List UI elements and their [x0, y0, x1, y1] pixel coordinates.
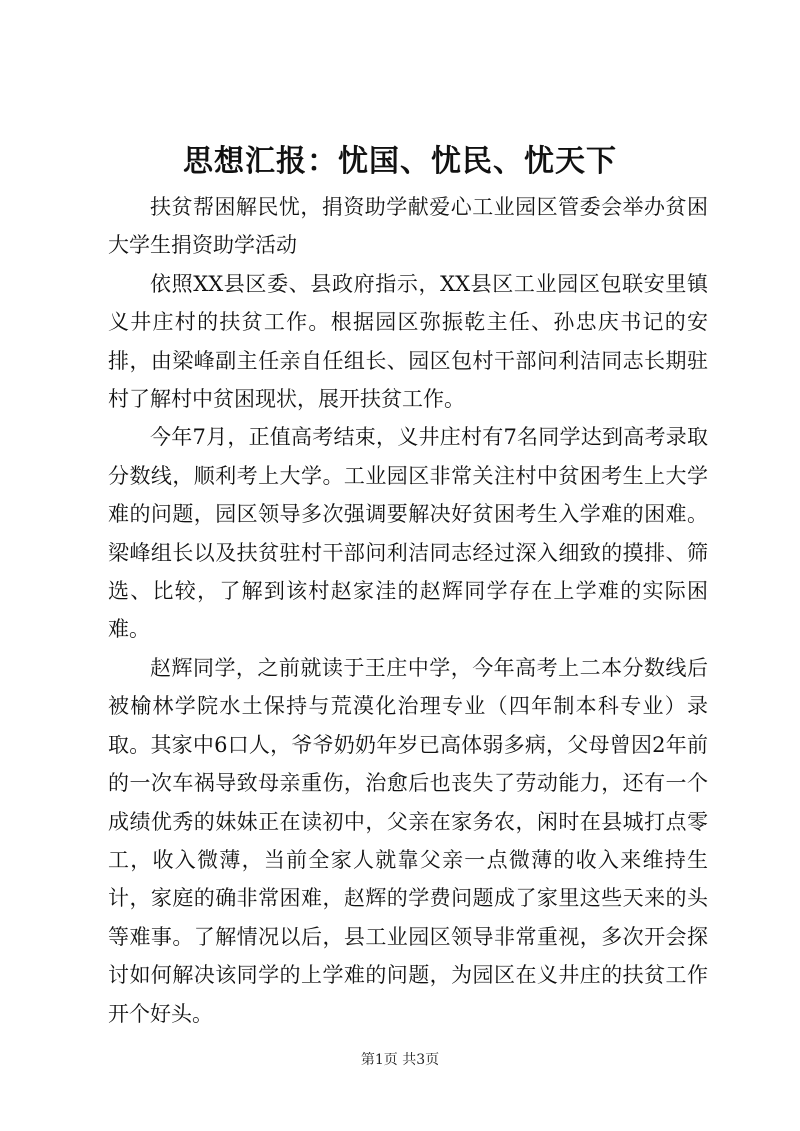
document-body: [108, 188, 708, 1033]
paragraph-intro: 扶贫帮困解民忧，捐资助学献爱心工业园区管委会举办贫困大学生捐资助学活动: [108, 195, 708, 258]
document-title: 思想汇报：忧国、忧民、忧天下: [183, 144, 617, 179]
paragraph-student-situation: 赵辉同学，之前就读于王庄中学，今年高考上二本分数线后被榆林学院水土保持与荒漠化治理专业（四年制本科专业）录取。其家中6口人，爷爷奶奶年岁已高体弱多病，父母曾因2年前的一次车祸导致母亲重伤，治愈后也丧失了劳动能力，还有一个成绩优秀的妹妹正在读初中，父亲在家务农，闲时在县城打点零工，收入微薄，当前全家人就靠父亲一点微薄的收入来维持生计，家庭的确非常困难，赵辉的学费问题成了家里这些天来的头等难事。了解情况以后，县工业园区领导非常重视，多次开会探讨如何解决该同学的上学难的问题，为园区在义井庄的扶贫工作开个好头。: [108, 655, 708, 1026]
paragraph-background: 依照XX县区委、县政府指示，XX县区工业园区包联安里镇义井庄村的扶贫工作。根据园区弥振乾主任、孙忠庆书记的安排，由梁峰副主任亲自任组长、园区包村干部问利洁同志长期驻村了解村中贫困现状，展开扶贫工作。: [108, 271, 708, 412]
page-number-footer: 第1页 共3页: [360, 1052, 440, 1068]
paragraph-exam-results: 今年7月，正值高考结束，义井庄村有7名同学达到高考录取分数线，顺利考上大学。工业园区非常关注村中贫困考生上大学难的问题，园区领导多次强调要解决好贫困考生入学难的困难。梁峰组长以及扶贫驻村干部问利洁同志经过深入细致的摸排、筛选、比较，了解到该村赵家洼的赵辉同学存在上学难的实际困难。: [108, 425, 708, 642]
